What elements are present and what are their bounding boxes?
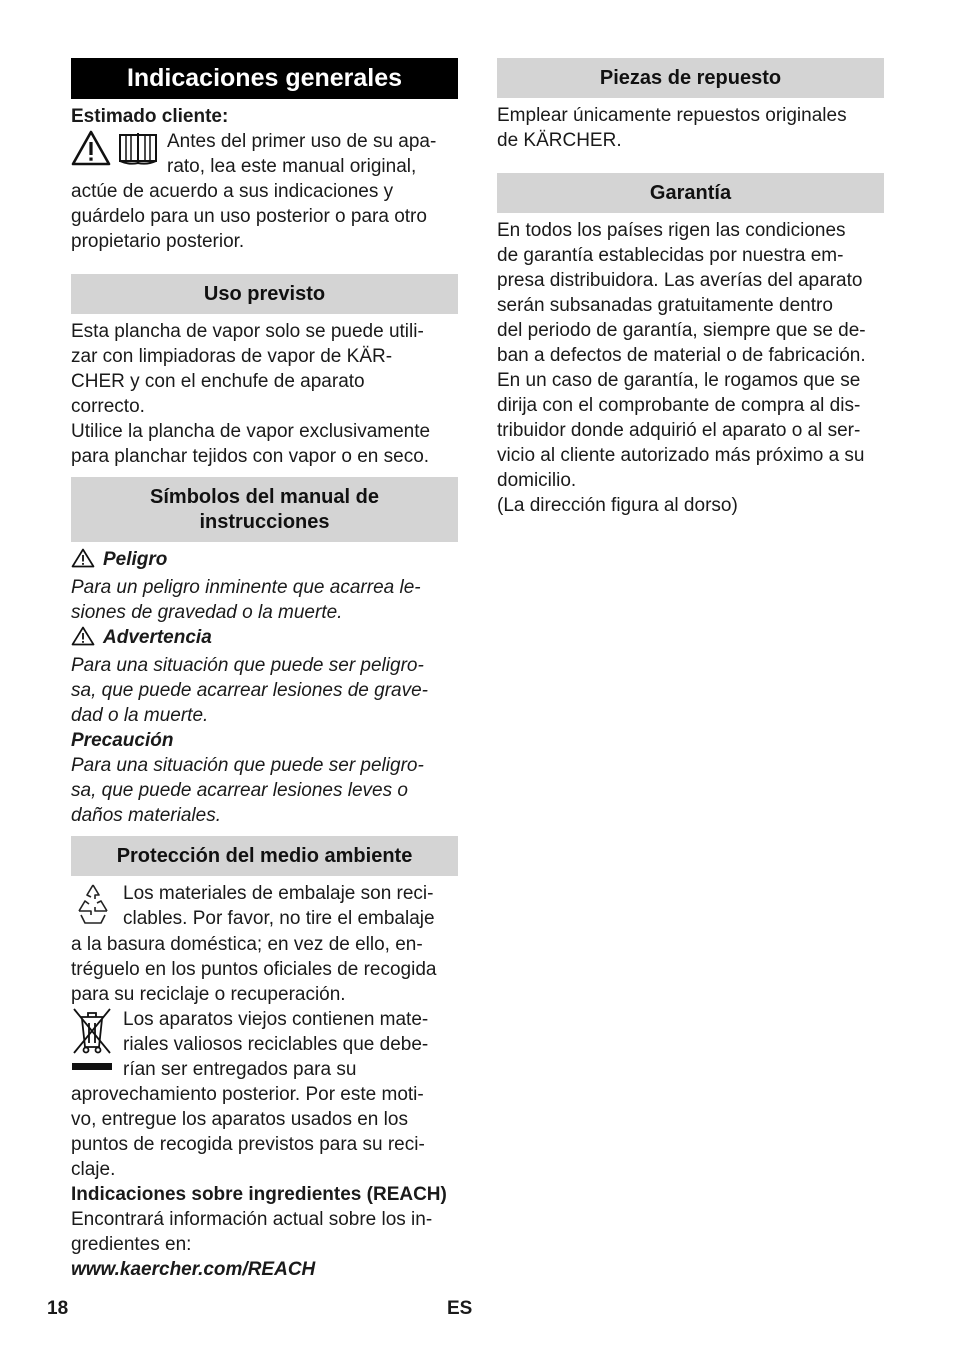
page-number: 18 — [47, 1298, 69, 1319]
advertencia-line: Para una situación que puede ser peligro- — [71, 655, 424, 676]
weee-line: vo, entregue los aparatos usados en los — [71, 1109, 408, 1130]
right-column — [497, 58, 884, 518]
uso-line: CHER y con el enchufe de aparato — [71, 371, 365, 392]
recycle-line: clables. Por favor, no tire el embalaje — [123, 908, 435, 929]
precaucion-line: daños materiales. — [71, 805, 221, 826]
advertencia-line: dad o la muerte. — [71, 705, 209, 726]
label-precaucion: Precaución — [71, 730, 174, 751]
recycle-line: a la basura doméstica; en vez de ello, en- — [71, 934, 423, 955]
intro-block — [71, 129, 458, 179]
garantia-line: del periodo de garantía, siempre que se de- — [497, 320, 866, 341]
piezas-line: de KÄRCHER. — [497, 130, 622, 151]
garantia-line: En todos los países rigen las condiciones — [497, 220, 846, 241]
uso-line: Esta plancha de vapor solo se puede utili- — [71, 321, 424, 342]
uso-line: Utilice la plancha de vapor exclusivamente — [71, 421, 431, 442]
garantia-line: ban a defectos de material o de fabricación. — [497, 345, 866, 366]
uso-line: correcto. — [71, 396, 145, 417]
read-manual-icon — [117, 129, 159, 172]
piezas-line: Emplear únicamente repuestos originales — [497, 105, 847, 126]
heading-uso-previsto: Uso previsto — [71, 274, 458, 314]
peligro-line: siones de gravedad o la muerte. — [71, 602, 343, 623]
garantia-line: serán subsanadas gratuitamente dentro — [497, 295, 833, 316]
precaucion-line: Para una situación que puede ser peligro- — [71, 755, 424, 776]
weee-line: puntos de recogida previstos para su reci- — [71, 1134, 425, 1155]
garantia-line: presa distribuidora. Las averías del aparato — [497, 270, 863, 291]
garantia-line: tribuidor donde adquirió el aparato o al ser- — [497, 420, 861, 441]
garantia-line: vicio al cliente autorizado más próximo a su — [497, 445, 865, 466]
warning-triangle-icon — [71, 626, 95, 653]
intro-line-1: Antes del primer uso de su apa- — [167, 131, 437, 152]
recycle-line: para su reciclaje o recuperación. — [71, 984, 346, 1005]
reach-heading: Indicaciones sobre ingredientes (REACH) — [71, 1184, 447, 1205]
crossed-bin-icon — [71, 1007, 113, 1078]
heading-simbolos — [71, 477, 458, 542]
intro-line: propietario posterior. — [71, 231, 245, 252]
precaucion-line: sa, que puede acarrear lesiones leves o — [71, 780, 408, 801]
warning-triangle-icon — [71, 548, 95, 575]
heading-piezas-repuesto: Piezas de repuesto — [497, 58, 884, 98]
label-peligro: Peligro — [71, 547, 458, 575]
heading-medio-ambiente: Protección del medio ambiente — [71, 836, 458, 876]
weee-line: rían ser entregados para su — [123, 1059, 357, 1080]
garantia-line: (La dirección figura al dorso) — [497, 495, 738, 516]
heading-garantia: Garantía — [497, 173, 884, 213]
recycle-line: tréguelo en los puntos oficiales de recogida — [71, 959, 437, 980]
garantia-line: de garantía establecidas por nuestra em- — [497, 245, 844, 266]
intro-line: guárdelo para un uso posterior o para otro — [71, 206, 427, 227]
recycle-block — [71, 881, 458, 932]
recycling-icon — [71, 881, 115, 932]
heading-simbolos-line-1: Símbolos del manual de — [150, 486, 379, 508]
reach-line: gredientes en: — [71, 1234, 192, 1255]
heading-simbolos-line-2: instrucciones — [199, 511, 330, 533]
weee-line: aprovechamiento posterior. Por este moti- — [71, 1084, 424, 1105]
weee-line: riales valiosos reciclables que debe- — [123, 1034, 429, 1055]
intro-line: actúe de acuerdo a sus indicaciones y — [71, 181, 394, 202]
recycle-line: Los materiales de embalaje son reci- — [123, 883, 434, 904]
label-advertencia: Advertencia — [71, 625, 458, 653]
uso-line: para planchar tejidos con vapor o en seco. — [71, 446, 430, 467]
weee-line: Los aparatos viejos contienen mate- — [123, 1009, 429, 1030]
garantia-line: domicilio. — [497, 470, 577, 491]
advertencia-line: sa, que puede acarrear lesiones de grave- — [71, 680, 429, 701]
uso-line: zar con limpiadoras de vapor de KÄR- — [71, 346, 393, 367]
weee-block — [71, 1007, 458, 1082]
weee-line: claje. — [71, 1159, 116, 1180]
garantia-line: dirija con el comprobante de compra al dis- — [497, 395, 861, 416]
reach-line: Encontrará información actual sobre los in- — [71, 1209, 433, 1230]
garantia-line: En un caso de garantía, le rogamos que se — [497, 370, 861, 391]
reach-url: www.kaercher.com/REACH — [71, 1259, 316, 1280]
section-title-general: Indicaciones generales — [71, 58, 458, 99]
warning-triangle-icon — [71, 129, 111, 172]
left-column — [71, 58, 458, 1282]
language-code: ES — [447, 1298, 473, 1319]
peligro-line: Para un peligro inminente que acarrea le- — [71, 577, 421, 598]
intro-line-2: rato, lea este manual original, — [167, 156, 417, 177]
greeting: Estimado cliente: — [71, 106, 229, 127]
